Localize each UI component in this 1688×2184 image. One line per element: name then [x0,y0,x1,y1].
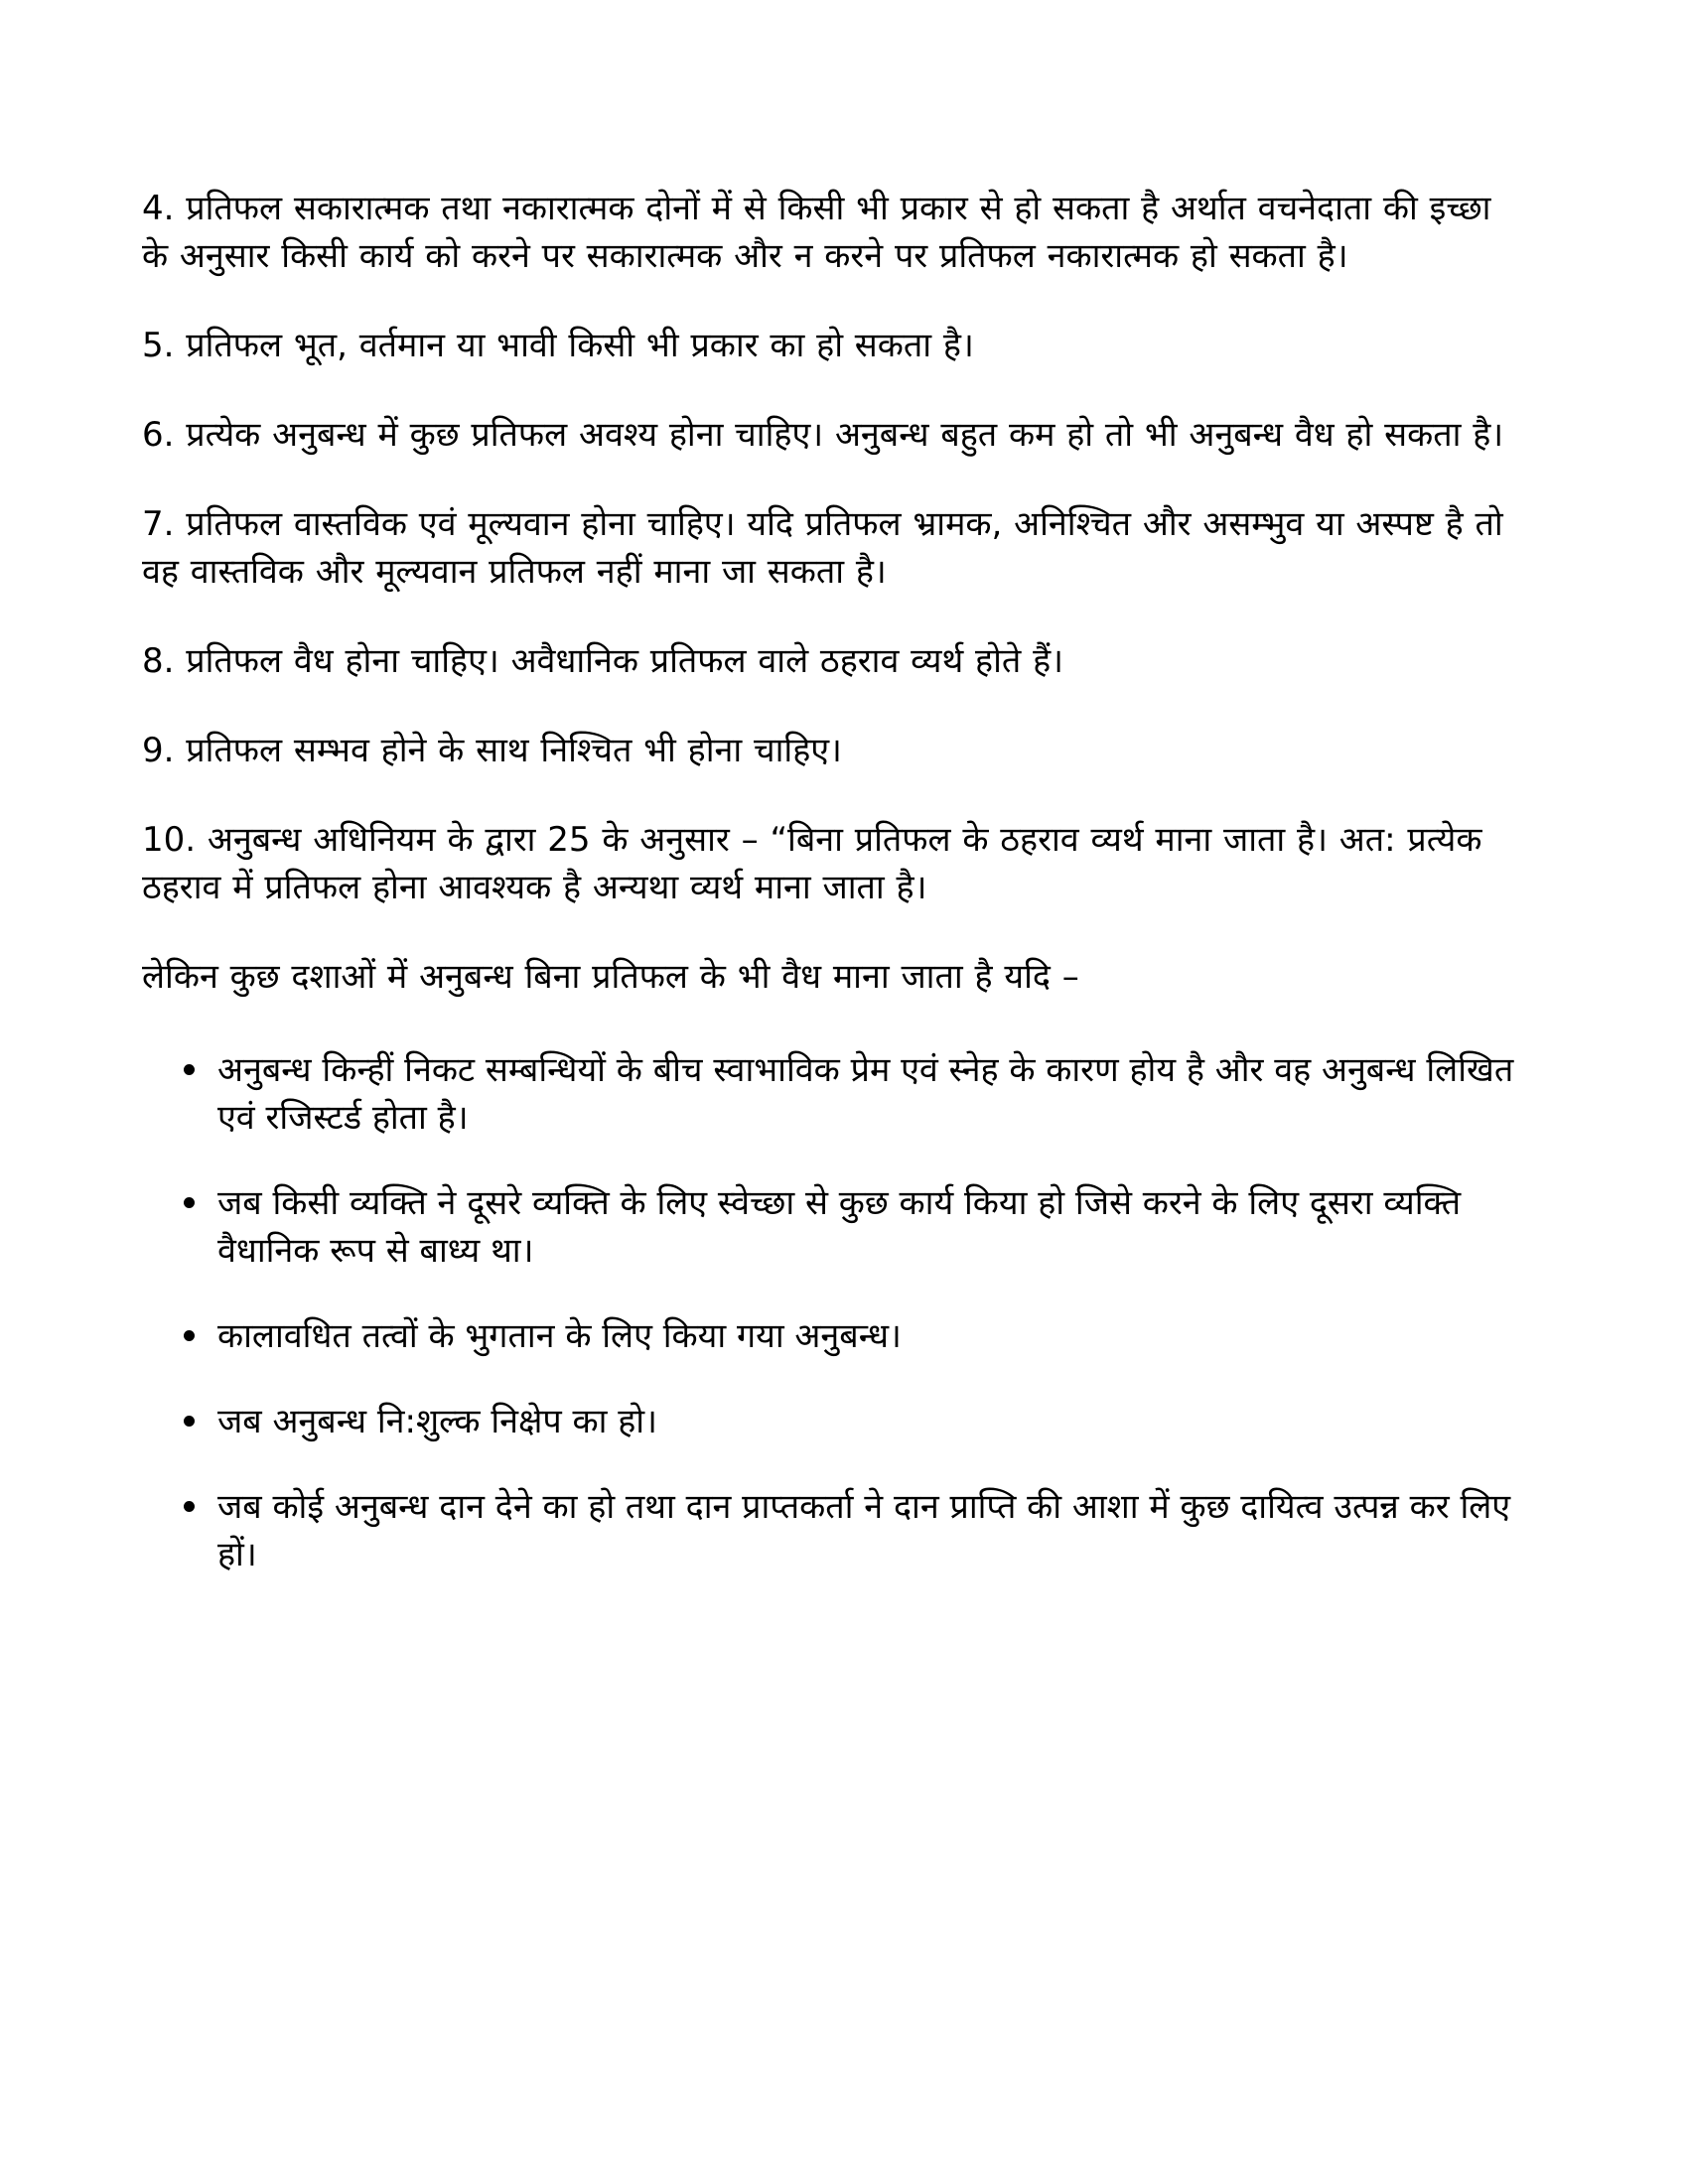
bullet-icon [184,1064,195,1075]
numbered-point-6: 6. प्रत्येक अनुबन्ध में कुछ प्रतिफल अवश्य होना चाहिए। अनुबन्ध बहुत कम हो तो भी अनुबन्ध वैध हो सकता है। [142,415,1504,455]
numbered-point-10: 10. अनुबन्ध अधिनियम के द्वारा 25 के अनुसार – “बिना प्रतिफल के ठहराव व्यर्थ माना जाता है। अत: प्रत्येक ठहराव में प्रतिफल होना आवश्यक है अन्यथा व्यर्थ माना जाता है। [142,820,1482,907]
bullet-icon [184,1501,195,1512]
bullet-text: कालावधित तत्वों के भुगतान के लिए किया गया अनुबन्ध। [217,1316,902,1356]
bullet-text: अनुबन्ध किन्हीं निकट सम्बन्धियों के बीच स्वाभाविक प्रेम एवं स्नेह के कारण होय है और वह अनुबन्ध लिखित एवं रजिस्टर्ड होता है। [217,1050,1514,1138]
bullet-text: जब अनुबन्ध नि:शुल्क निक्षेप का हो। [217,1402,657,1441]
bullet-item [142,1179,1522,1275]
bullet-list [142,1046,1522,1578]
bullet-text: जब कोई अनुबन्ध दान देने का हो तथा दान प्राप्तकर्ता ने दान प्राप्ति की आशा में कुछ दायित्व उत्पन्न कर लिए हों। [217,1487,1511,1574]
intro-paragraph: लेकिन कुछ दशाओं में अनुबन्ध बिना प्रतिफल के भी वैध माना जाता है यदि – [142,957,1079,997]
bullet-icon [184,1416,195,1427]
numbered-point-8: 8. प्रतिफल वैध होना चाहिए। अवैधानिक प्रतिफल वाले ठहराव व्यर्थ होते हैं। [142,641,1064,681]
bullet-item [142,1046,1522,1142]
bullet-item [142,1483,1522,1578]
bullet-item [142,1312,1522,1360]
bullet-icon [184,1330,195,1341]
bullet-icon [184,1197,195,1208]
numbered-point-7: 7. प्रतिफल वास्तविक एवं मूल्यवान होना चाहिए। यदि प्रतिफल भ्रामक, अनिश्चित और असम्भुव या अस्पष्ट है तो वह वास्तविक और मूल्यवान प्रतिफल नहीं माना जा सकता है। [142,504,1503,592]
numbered-point-4: 4. प्रतिफल सकारात्मक तथा नकारात्मक दोनों में से किसी भी प्रकार से हो सकता है अर्थात वचनेदाता की इच्छा के अनुसार किसी कार्य को करने पर सकारात्मक और न करने पर प्रतिफल नकारात्मक हो सकता है। [142,189,1491,276]
numbered-point-5: 5. प्रतिफल भूत, वर्तमान या भावी किसी भी प्रकार का हो सकता है। [142,326,974,365]
numbered-point-9: 9. प्रतिफल सम्भव होने के साथ निश्चित भी होना चाहिए। [142,731,842,770]
bullet-item [142,1398,1522,1445]
bullet-text: जब किसी व्यक्ति ने दूसरे व्यक्ति के लिए स्वेच्छा से कुछ कार्य किया हो जिसे करने के लिए दूसरा व्यक्ति वैधानिक रूप से बाध्य था। [217,1183,1462,1271]
document-content [142,185,1522,1616]
